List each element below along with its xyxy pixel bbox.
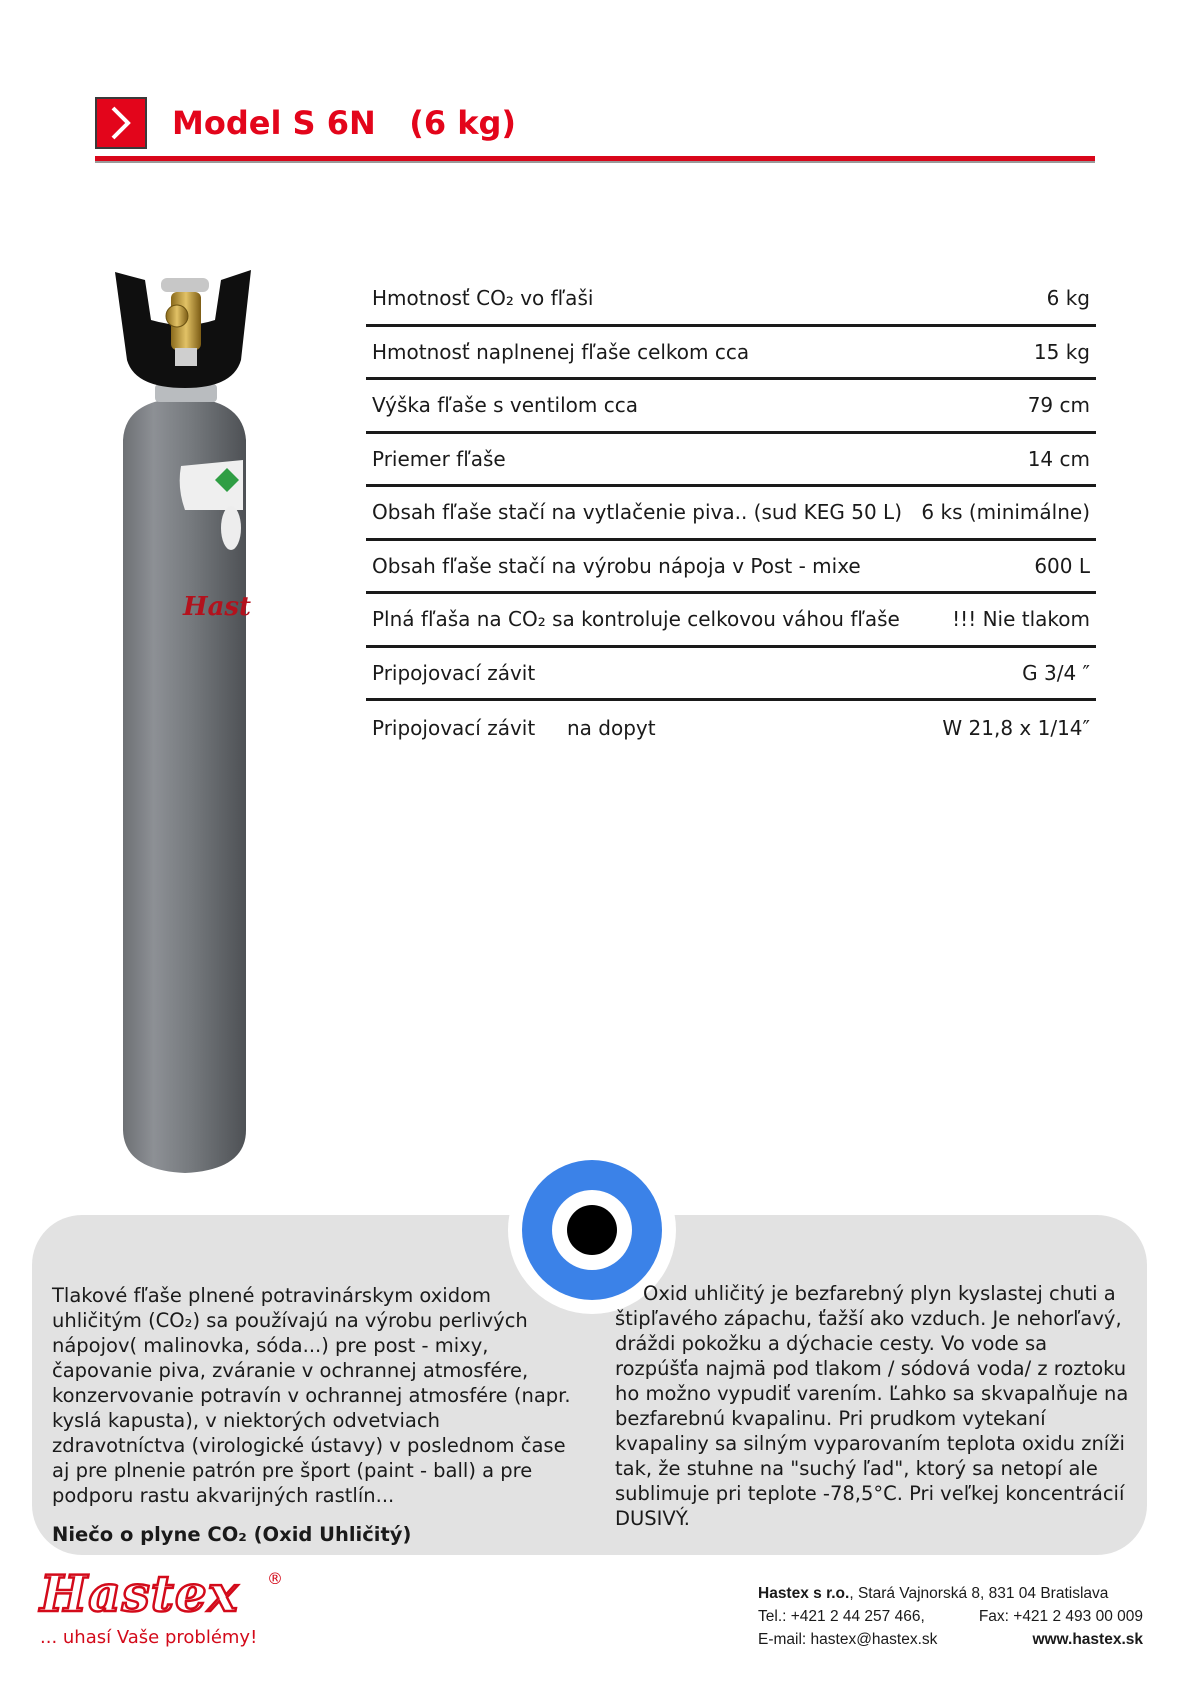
- spec-table: [366, 273, 1096, 755]
- spec-value: 79 cm: [1027, 393, 1090, 418]
- co2-usage-column: [52, 1283, 572, 1547]
- spec-row-keg-capacity: [366, 487, 1096, 541]
- spec-label: Hmotnosť CO₂ vo fľaši: [372, 286, 594, 311]
- co2-properties-text: Oxid uhličitý je bezfarebný plyn kyslastej chuti a štipľavého zápachu, ťažší ako vzduch. Je nehorľavý, dráždi pokožku a dýchacie cesty. Vo vode sa rozpúšťa najmä pod tlakom / sódová voda/ z roztoku ho možno vypudiť varením. Ľahko sa skvapalňuje na bezfarebnú kvapalinu. Pri prudkom vytekaní kvapaliny sa silným vyparovaním teplota oxidu zníži tak, že stuhne na "suchý ľad", ktorý sa netopí ale sublimuje pri teplote -78,5°C. Pri veľkej koncentrácií DUSIVÝ.: [615, 1282, 1129, 1530]
- spec-row-total-weight: [366, 327, 1096, 381]
- spec-row-check-method: [366, 594, 1096, 648]
- page-title: Model S 6N (6 kg): [172, 104, 517, 142]
- phone-number: Tel.: +421 2 44 257 466,: [758, 1608, 925, 1625]
- spec-row-thread-on-request: [366, 701, 1096, 755]
- spec-value: G 3/4 ″: [1022, 660, 1090, 685]
- company-name: Hastex s r.o.: [758, 1585, 850, 1602]
- spec-row-thread: [366, 648, 1096, 702]
- spec-label: Pripojovací závit: [372, 660, 536, 685]
- website-link[interactable]: www.hastex.sk: [1032, 1631, 1143, 1648]
- spec-row-height: [366, 380, 1096, 434]
- spec-label: Výška fľaše s ventilom cca: [372, 393, 638, 418]
- spec-label: Priemer fľaše: [372, 446, 506, 471]
- spec-value: 6 kg: [1046, 286, 1090, 311]
- email-link[interactable]: E-mail: hastex@hastex.sk: [758, 1631, 938, 1648]
- spec-row-diameter: [366, 434, 1096, 488]
- spec-label: Plná fľaša na CO₂ sa kontroluje celkovou váhou fľaše: [372, 607, 900, 632]
- header-chevron-icon: [95, 97, 147, 149]
- hastex-logo: [40, 1564, 283, 1623]
- fax-number: Fax: +421 2 493 00 009: [978, 1608, 1143, 1625]
- spec-value: 600 L: [1034, 553, 1090, 578]
- co2-usage-text: Tlakové fľaše plnené potravinárskym oxidom uhličitým (CO₂) sa používajú na výrobu perlivých nápojov( malinovka, sóda...) pre post - mixy, čapovanie piva, zváranie v ochrannej atmosfére, konzervovanie potravín v ochrannej atmosfére (napr. kyslá kapusta), v niektorých odvetviach zdravotníctva (virologické ústavy) v poslednom čase aj pre plnenie patrón pre šport (paint - ball) a pre podporu rastu akvarijných rastlín...: [52, 1284, 571, 1507]
- spec-value: W 21,8 x 1/14″: [942, 715, 1090, 740]
- spec-value: 15 kg: [1033, 339, 1090, 364]
- header-divider-shadow: [95, 161, 1095, 163]
- tagline: ... uhasí Vaše problémy!: [40, 1627, 258, 1648]
- spec-value: 14 cm: [1027, 446, 1090, 471]
- spec-label: Pripojovací závit na dopyt: [372, 715, 656, 740]
- spec-label: Obsah fľaše stačí na výrobu nápoja v Post - mixe: [372, 553, 861, 578]
- spec-label: Hmotnosť naplnenej fľaše celkom cca: [372, 339, 750, 364]
- spec-row-co2-weight: [366, 273, 1096, 327]
- spec-value: 6 ks (minimálne): [921, 500, 1090, 525]
- co2-bottle-image: [115, 270, 275, 1185]
- co2-properties-column: [615, 1281, 1130, 1531]
- contact-block: [758, 1582, 1143, 1651]
- logo-wordmark: Hastex: [40, 1564, 239, 1623]
- spec-value: !!! Nie tlakom: [952, 607, 1090, 632]
- spec-label: Obsah fľaše stačí na vytlačenie piva.. (sud KEG 50 L): [372, 500, 902, 525]
- bottle-brand-text: Hast: [183, 592, 252, 622]
- company-address: , Stará Vajnorská 8, 831 04 Bratislava: [849, 1585, 1109, 1602]
- co2-section-heading: Niečo o plyne CO₂ (Oxid Uhličitý): [52, 1523, 412, 1546]
- registered-mark: ®: [267, 1569, 283, 1588]
- spec-row-postmix-capacity: [366, 541, 1096, 595]
